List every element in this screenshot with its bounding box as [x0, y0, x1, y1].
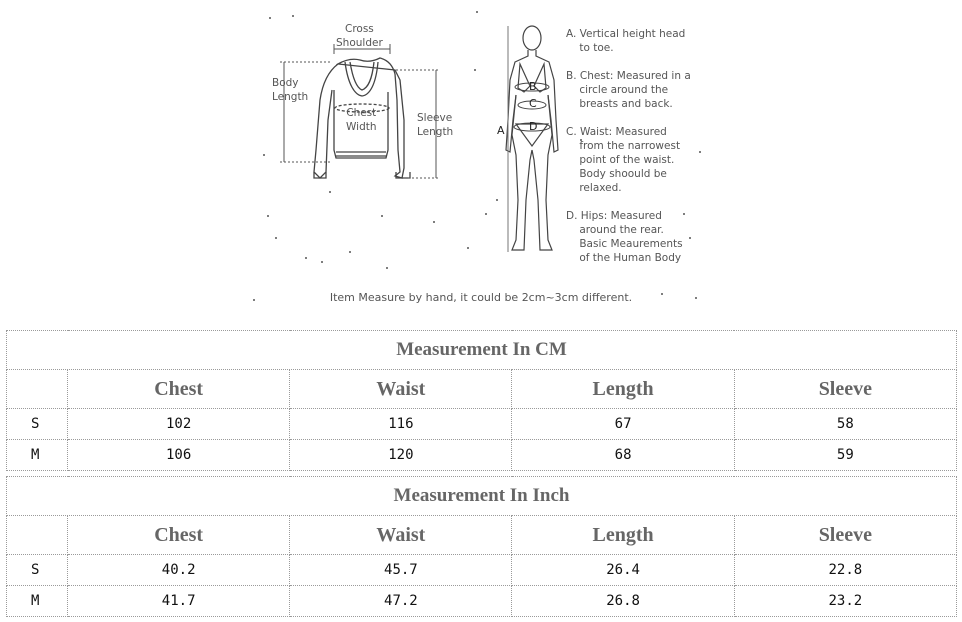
table-row [7, 409, 957, 440]
value-cell: 22.8 [734, 555, 956, 586]
header-cell [7, 370, 68, 409]
value-cell: 26.8 [512, 586, 734, 617]
value-cell: 67 [512, 409, 734, 440]
value-cell: 106 [68, 440, 290, 471]
body-length-label: Body Length [272, 77, 309, 103]
size-cell: S [7, 409, 68, 440]
marker-b: B [529, 80, 537, 93]
table-title: Measurement In CM [7, 331, 957, 370]
inch-size-table [6, 476, 957, 617]
table-title-row [7, 331, 957, 370]
table-title-row [7, 477, 957, 516]
value-cell: 40.2 [68, 555, 290, 586]
table-header-row [7, 516, 957, 555]
value-cell: 41.7 [68, 586, 290, 617]
table-title: Measurement In Inch [7, 477, 957, 516]
header-waist: Waist [290, 516, 512, 555]
value-cell: 47.2 [290, 586, 512, 617]
header-length: Length [512, 516, 734, 555]
cm-size-table [6, 330, 957, 471]
note-b: B. Chest: Measured in a circle around the breasts and back. [566, 70, 691, 110]
header-cell [7, 516, 68, 555]
value-cell: 68 [512, 440, 734, 471]
header-chest: Chest [68, 370, 290, 409]
cross-shoulder-label: Cross Shoulder [336, 23, 383, 49]
marker-a: A [497, 124, 505, 137]
chest-width-label: Chest Width [346, 107, 377, 133]
header-waist: Waist [290, 370, 512, 409]
header-sleeve: Sleeve [734, 516, 956, 555]
value-cell: 116 [290, 409, 512, 440]
marker-d: D [529, 120, 538, 133]
table-row [7, 555, 957, 586]
value-cell: 23.2 [734, 586, 956, 617]
table-header-row [7, 370, 957, 409]
value-cell: 102 [68, 409, 290, 440]
value-cell: 26.4 [512, 555, 734, 586]
note-a: A. Vertical height head to toe. [566, 28, 686, 54]
table-row [7, 440, 957, 471]
size-cell: M [7, 586, 68, 617]
table-row [7, 586, 957, 617]
size-cell: S [7, 555, 68, 586]
size-cell: M [7, 440, 68, 471]
header-chest: Chest [68, 516, 290, 555]
measure-disclaimer: Item Measure by hand, it could be 2cm~3cm different. [329, 291, 633, 304]
note-c: C. Waist: Measured from the narrowest point of the waist. Body shoould be relaxed. [566, 126, 681, 194]
sleeve-length-label: Sleeve Length [417, 112, 454, 138]
value-cell: 58 [734, 409, 956, 440]
marker-c: C [529, 97, 537, 110]
body-figure [506, 26, 558, 250]
header-length: Length [512, 370, 734, 409]
header-sleeve: Sleeve [734, 370, 956, 409]
value-cell: 45.7 [290, 555, 512, 586]
value-cell: 120 [290, 440, 512, 471]
value-cell: 59 [734, 440, 956, 471]
note-d: D. Hips: Measured around the rear. Basic Meaurements of the Human Body [566, 210, 683, 264]
